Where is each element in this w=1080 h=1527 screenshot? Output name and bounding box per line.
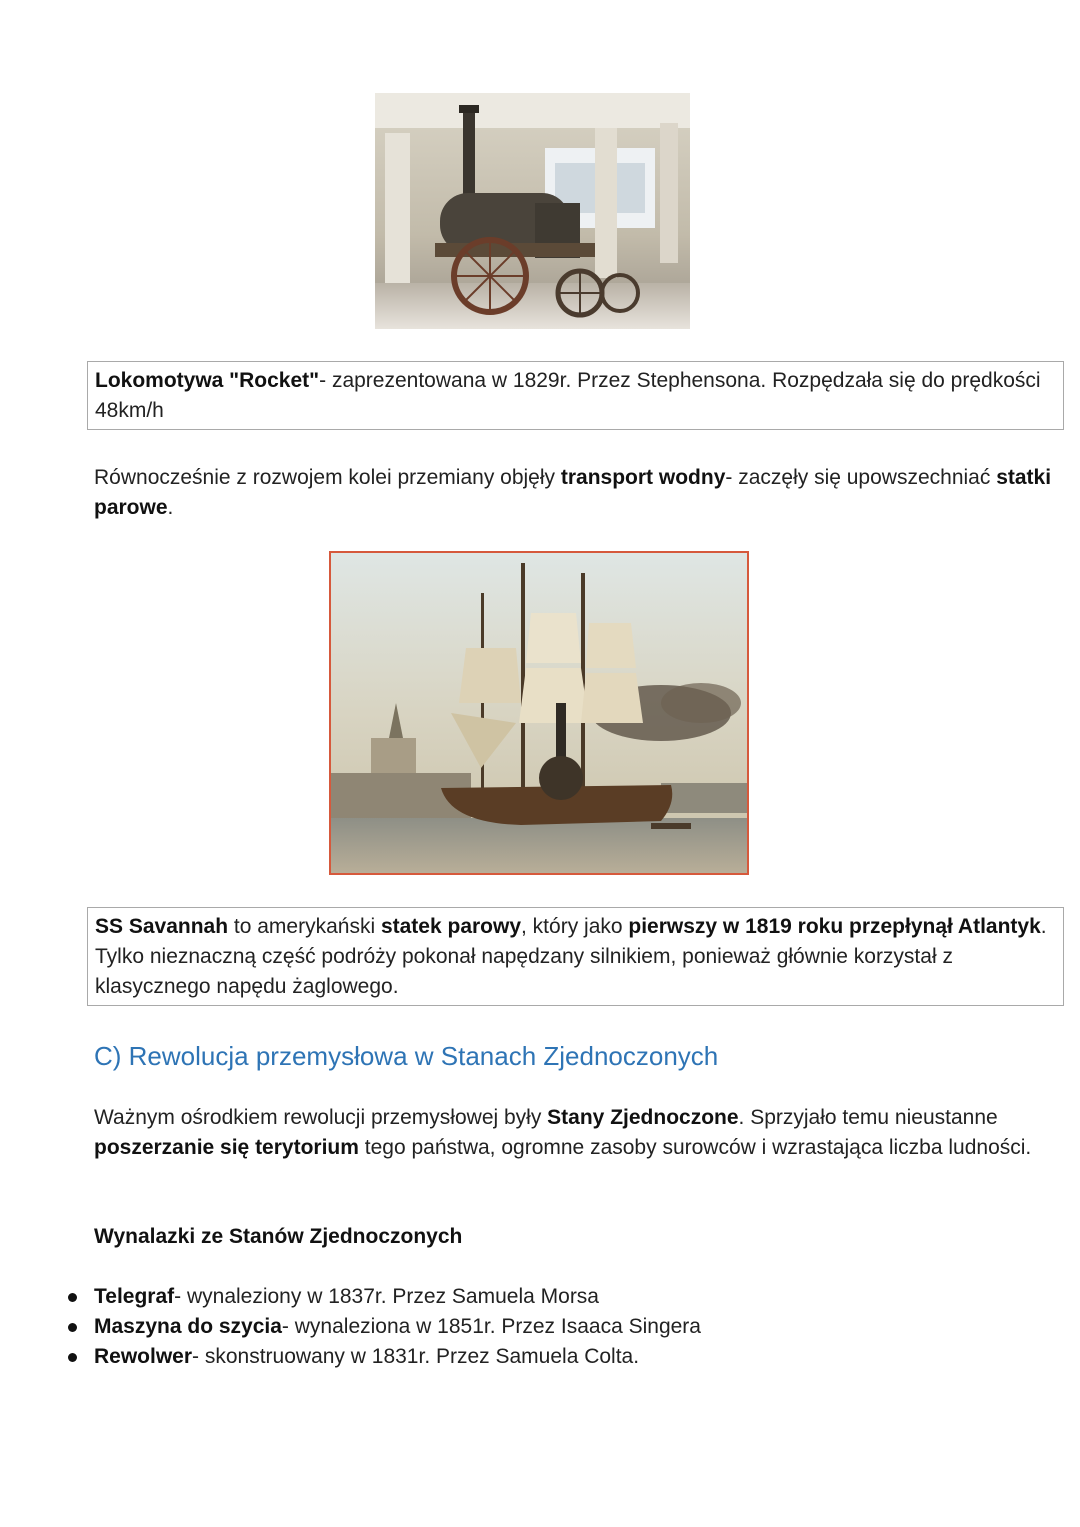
bullet-icon	[68, 1293, 77, 1302]
bold-fragment: Stany Zjednoczone	[547, 1106, 739, 1129]
inventions-list	[60, 1282, 701, 1372]
list-item	[60, 1342, 701, 1372]
text-fragment: .	[167, 496, 174, 519]
bold-fragment: transport wodny	[560, 466, 726, 489]
text-fragment: , który jako	[521, 915, 629, 938]
caption-savannah	[87, 907, 1064, 1006]
bullet-icon	[68, 1353, 77, 1362]
bold-fragment: statek parowy	[380, 915, 522, 938]
text-fragment: to amerykański	[228, 915, 381, 938]
invention-name: Rewolwer	[94, 1345, 193, 1368]
invention-desc: - wynaleziona w 1851r. Przez Isaaca Singera	[281, 1315, 701, 1338]
invention-name: Maszyna do szycia	[94, 1315, 282, 1338]
caption-rocket-text: - zaprezentowana w 1829r. Przez Stephensona. Rozpędzała się do prędkości 48km/h	[95, 369, 1041, 422]
bold-fragment: poszerzanie się terytorium	[94, 1136, 359, 1159]
section-heading: C) Rewolucja przemysłowa w Stanach Zjednoczonych	[94, 1041, 719, 1071]
text-fragment: Ważnym ośrodkiem rewolucji przemysłowej były	[94, 1106, 548, 1129]
list-item	[60, 1282, 701, 1312]
bold-fragment: pierwszy w 1819 roku przepłynął Atlantyk	[628, 915, 1041, 938]
text-fragment: . Tylko nieznaczną część podróży pokonał napędzany silnikiem, ponieważ głównie korzystał z klasycznego napędu żaglowego.	[95, 915, 1047, 998]
locomotive-photo	[375, 93, 690, 329]
text-fragment: Równocześnie z rozwojem kolei przemiany objęły	[94, 466, 561, 489]
text-fragment: - zaczęły się upowszechniać	[725, 466, 997, 489]
bold-fragment: statki parowe	[94, 466, 1052, 519]
list-item	[60, 1312, 701, 1342]
caption-rocket	[87, 361, 1064, 430]
invention-desc: - skonstruowany w 1831r. Przez Samuela Colta.	[192, 1345, 640, 1368]
invention-desc: - wynaleziony w 1837r. Przez Samuela Morsa	[174, 1285, 599, 1308]
caption-rocket-title: Lokomotywa "Rocket"	[95, 369, 320, 392]
bullet-icon	[68, 1323, 77, 1332]
invention-name: Telegraf	[94, 1285, 175, 1308]
inventions-heading: Wynalazki ze Stanów Zjednoczonych	[94, 1225, 463, 1248]
text-fragment: . Sprzyjało temu nieustanne	[738, 1106, 998, 1129]
text-fragment: tego państwa, ogromne zasoby surowców i wzrastająca liczba ludności.	[358, 1136, 1032, 1159]
bold-fragment: SS Savannah	[95, 915, 229, 938]
paragraph-usa	[94, 1103, 1054, 1163]
ship-painting	[329, 551, 749, 875]
paragraph-water-transport	[94, 463, 1054, 523]
